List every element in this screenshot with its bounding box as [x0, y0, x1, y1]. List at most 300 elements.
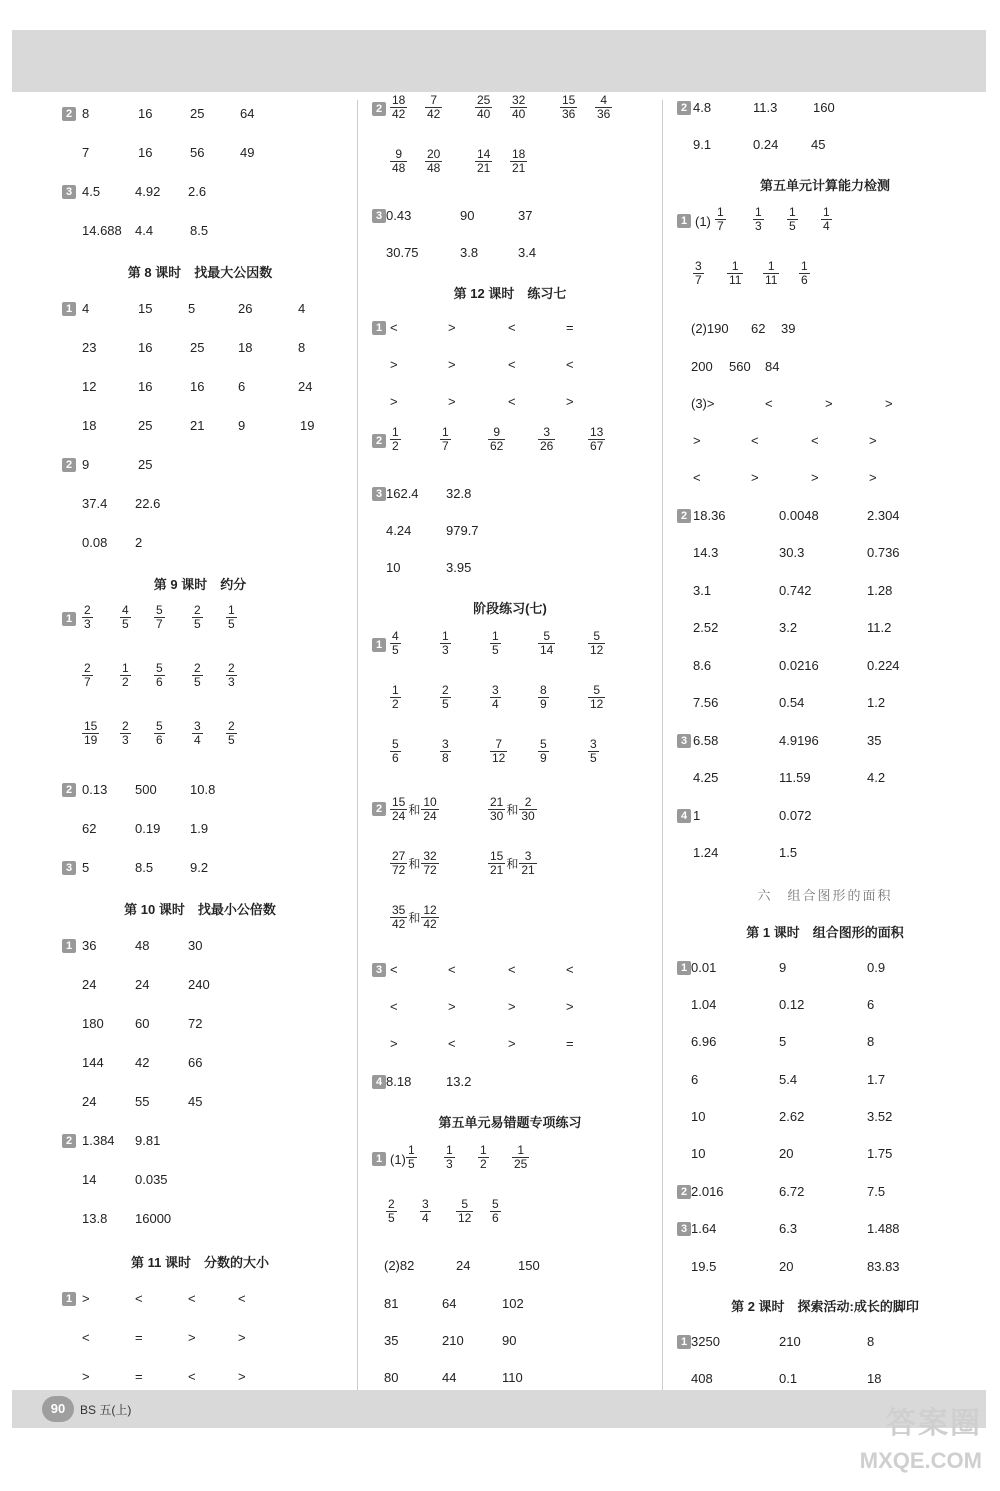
answer-cell: 16: [138, 145, 153, 160]
numerator: 8: [540, 683, 547, 697]
fraction: [490, 684, 501, 711]
answer-row: [50, 1330, 350, 1346]
answer-cell: 3.52: [867, 1109, 893, 1124]
answer-row: [665, 1034, 985, 1050]
fraction: [588, 738, 599, 765]
question-number-badge: 1: [62, 302, 76, 316]
answer-cell: 37: [518, 208, 533, 223]
answer-cell: 72: [188, 1016, 203, 1031]
question-number-badge: 2: [677, 1185, 691, 1199]
answer-cell: 6.96: [691, 1034, 717, 1049]
fraction: [390, 426, 401, 453]
answer-row: [360, 684, 660, 714]
answer-row: [50, 1211, 350, 1227]
answer-cell: 4.5: [82, 184, 101, 199]
denominator: 42: [423, 917, 437, 931]
answer-cell: >: [448, 394, 456, 409]
question-number-badge: 2: [62, 1134, 76, 1148]
answer-row: [665, 433, 985, 449]
answer-row: [665, 770, 985, 786]
fraction: [715, 206, 726, 233]
answer-row: [360, 1370, 660, 1386]
answer-row: [665, 137, 985, 153]
answer-row: [50, 223, 350, 239]
fraction: [444, 1144, 455, 1171]
answer-cell: [154, 604, 165, 631]
denominator: 4: [492, 697, 499, 711]
answer-row: [665, 583, 985, 599]
answer-cell: 0.0048: [779, 508, 819, 523]
answer-cell: 45: [188, 1094, 203, 1109]
answer-cell: 25: [190, 106, 205, 121]
answer-row: [360, 1296, 660, 1312]
fraction: [595, 94, 612, 121]
numerator: 2: [84, 603, 91, 617]
answer-row: [665, 658, 985, 674]
fraction: [510, 94, 527, 121]
sub-question-label: (1): [390, 1152, 406, 1167]
answer-cell: >: [390, 357, 398, 372]
numerator: 7: [495, 737, 503, 751]
answer-cell: 210: [442, 1333, 464, 1348]
fraction: [519, 796, 536, 823]
numerator: 35: [392, 903, 406, 917]
denominator: 3: [755, 219, 762, 233]
answer-row: [50, 1291, 350, 1307]
answer-cell: 20: [779, 1146, 794, 1161]
answer-cell: 56: [190, 145, 205, 160]
answer-cell: 60: [135, 1016, 150, 1031]
fraction: [82, 720, 99, 747]
answer-row: [360, 426, 660, 456]
answer-cell: 0.9: [867, 960, 886, 975]
section-heading: 六 组合图形的面积: [757, 888, 893, 903]
answer-cell: 110: [502, 1370, 523, 1385]
numerator: 2: [228, 719, 235, 733]
numerator: 10: [423, 795, 437, 809]
fraction: [192, 720, 203, 747]
answer-cell: >: [508, 1036, 516, 1051]
answer-cell: 30.3: [779, 545, 805, 560]
answer-cell: [192, 662, 203, 689]
answer-cell: <: [390, 320, 398, 335]
answer-cell: [390, 684, 401, 711]
answer-cell: 0.08: [82, 535, 108, 550]
denominator: 11: [729, 273, 742, 287]
answer-cell: 18: [238, 340, 253, 355]
denominator: 5: [194, 617, 201, 631]
answer-cell: 8: [867, 1034, 875, 1049]
fraction: [538, 426, 555, 453]
answer-cell: 1.64: [691, 1221, 717, 1236]
fraction: [386, 1198, 397, 1225]
footer-band: [12, 1390, 986, 1428]
fraction: [406, 1144, 417, 1171]
answer-cell: 16: [138, 379, 153, 394]
answer-row: [360, 630, 660, 660]
numerator: 1: [767, 259, 775, 273]
denominator: 5: [789, 219, 796, 233]
answer-row: [50, 1133, 350, 1149]
section-heading: 第 1 课时 组合图形的面积: [746, 925, 904, 940]
answer-cell: [488, 848, 537, 877]
numerator: 32: [423, 849, 437, 863]
answer-row: [665, 845, 985, 861]
answer-cell: 9.2: [190, 860, 209, 875]
answer-cell: 210: [779, 1334, 801, 1349]
answer-cell: [390, 148, 407, 175]
denominator: 25: [514, 1157, 528, 1171]
answer-row: [360, 148, 660, 178]
answer-cell: >: [390, 1036, 398, 1051]
numerator: 1: [392, 683, 399, 697]
numerator: 12: [423, 903, 437, 917]
answer-cell: [154, 662, 165, 689]
answer-cell: 0.742: [779, 583, 812, 598]
section-heading: 第 2 课时 探索活动:成长的脚印: [731, 1299, 919, 1314]
answer-cell: 8: [867, 1334, 875, 1349]
fraction: [390, 796, 407, 823]
answer-cell: [386, 1198, 397, 1225]
answer-cell: 3.1: [693, 583, 712, 598]
answer-cell: 4.9196: [779, 733, 819, 748]
fraction: [120, 662, 131, 689]
fraction: [490, 1198, 501, 1225]
answer-cell: 979.7: [446, 523, 479, 538]
answer-cell: 9: [779, 960, 787, 975]
answer-cell: 1.24: [693, 845, 719, 860]
answer-cell: =: [135, 1330, 143, 1345]
answer-cell: [120, 720, 131, 747]
question-number-badge: 2: [372, 434, 386, 448]
answer-cell: [390, 848, 439, 877]
answer-cell: 23: [82, 340, 97, 355]
answer-row: [360, 208, 660, 224]
answer-row: [360, 1333, 660, 1349]
answer-cell: <: [188, 1291, 196, 1306]
answer-cell: 4.92: [135, 184, 161, 199]
numerator: 1: [442, 425, 449, 439]
answer-cell: 2.62: [779, 1109, 805, 1124]
answer-row: [665, 545, 985, 561]
answer-row: [50, 301, 350, 317]
answer-cell: 10: [691, 1146, 706, 1161]
answer-row: [50, 662, 350, 692]
answer-cell: [490, 630, 501, 657]
numerator: 2: [122, 719, 129, 733]
answer-cell: 16: [190, 379, 205, 394]
answer-cell: 9: [238, 418, 246, 433]
denominator: 2: [122, 675, 129, 689]
numerator: 2: [228, 661, 235, 675]
numerator: 1: [480, 1143, 487, 1157]
fraction: [475, 148, 492, 175]
answer-cell: <: [448, 962, 456, 977]
answer-row: [665, 1259, 985, 1275]
answer-cell: 1.28: [867, 583, 893, 598]
numerator: 2: [442, 683, 449, 697]
answer-cell: 7.56: [693, 695, 719, 710]
fraction: [456, 1198, 473, 1225]
fraction: [490, 630, 501, 657]
answer-row: [50, 496, 350, 512]
answer-cell: [406, 1144, 417, 1171]
fraction-pair: [488, 850, 537, 877]
numerator: 1: [717, 205, 724, 219]
answer-cell: 0.01: [691, 960, 717, 975]
answer-row: [50, 457, 350, 473]
answer-cell: 62: [751, 321, 766, 336]
denominator: 42: [427, 107, 441, 121]
denominator: 24: [423, 809, 437, 823]
answer-row: [665, 100, 985, 116]
answer-cell: 13.2: [446, 1074, 472, 1089]
answer-cell: >: [825, 396, 833, 411]
numerator: 5: [156, 719, 163, 733]
answer-cell: [440, 684, 451, 711]
section-heading: 第 11 课时 分数的大小: [131, 1255, 269, 1270]
answer-cell: [425, 94, 442, 121]
answer-cell: 80: [384, 1370, 399, 1385]
answer-cell: <: [751, 433, 759, 448]
answer-row: [50, 145, 350, 161]
answer-cell: [693, 260, 704, 287]
answer-cell: 0.224: [867, 658, 900, 673]
fraction: [421, 850, 438, 877]
denominator: 3: [122, 733, 129, 747]
answer-cell: 37.4: [82, 496, 108, 511]
answer-cell: 11.3: [753, 100, 778, 115]
denominator: 5: [228, 733, 235, 747]
answer-cell: >: [238, 1369, 246, 1384]
numerator: 21: [490, 795, 504, 809]
answer-cell: <: [508, 357, 516, 372]
answer-cell: 15: [138, 301, 153, 316]
answer-cell: 160: [813, 100, 835, 115]
answer-cell: 81: [384, 1296, 399, 1311]
answer-row: [50, 782, 350, 798]
answer-cell: [154, 720, 165, 747]
answer-cell: 25: [190, 340, 205, 355]
fraction: [560, 94, 577, 121]
watermark-url: MXQE.COM: [859, 1448, 982, 1473]
question-number-badge: 3: [677, 1222, 691, 1236]
answer-row: [50, 1055, 350, 1071]
answer-cell: [763, 260, 779, 287]
denominator: 62: [490, 439, 504, 453]
answer-cell: 0.12: [779, 997, 805, 1012]
denominator: 42: [392, 917, 406, 931]
fraction: [154, 720, 165, 747]
fraction: [82, 604, 93, 631]
answer-cell: 3.95: [446, 560, 472, 575]
numerator: 4: [392, 629, 399, 643]
fraction: [192, 662, 203, 689]
answer-cell: 39: [781, 321, 796, 336]
denominator: 67: [590, 439, 604, 453]
answer-cell: 6: [691, 1072, 699, 1087]
watermark-logo: 答案圈: [886, 1407, 982, 1440]
answer-cell: [799, 260, 810, 287]
fraction-pair: [390, 796, 439, 823]
denominator: 7: [156, 617, 163, 631]
answer-cell: (2)82: [384, 1258, 415, 1273]
fraction: [488, 426, 505, 453]
fraction: [192, 604, 203, 631]
answer-cell: >: [566, 999, 574, 1014]
answer-cell: >: [508, 999, 516, 1014]
answer-row: [50, 106, 350, 122]
numerator: 15: [392, 795, 406, 809]
answer-row: [360, 560, 660, 576]
answer-row: [665, 1184, 985, 1200]
answer-cell: [753, 206, 764, 233]
answer-row: [360, 1036, 660, 1052]
answer-cell: 16: [138, 106, 153, 121]
answer-cell: 5: [779, 1034, 787, 1049]
answer-cell: [192, 720, 203, 747]
answer-cell: 24: [135, 977, 150, 992]
denominator: 42: [392, 107, 406, 121]
section-heading: 第 8 课时 找最大公因数: [127, 265, 273, 280]
fraction: [154, 662, 165, 689]
answer-row: [360, 902, 660, 932]
answer-cell: 83.83: [867, 1259, 900, 1274]
fraction: [538, 630, 555, 657]
fraction: [588, 630, 605, 657]
question-number-badge: 1: [677, 961, 691, 975]
denominator: 12: [590, 697, 604, 711]
answer-row: [665, 359, 985, 375]
denominator: 19: [84, 733, 98, 747]
denominator: 30: [521, 809, 535, 823]
numerator: 4: [122, 603, 129, 617]
fraction: [799, 260, 810, 287]
answer-row: [360, 1074, 660, 1090]
fraction: [421, 796, 438, 823]
numerator: 5: [540, 737, 547, 751]
question-number-badge: 1: [677, 214, 691, 228]
answer-cell: 144: [82, 1055, 104, 1070]
answer-cell: 0.0216: [779, 658, 819, 673]
fraction: [120, 720, 131, 747]
answer-cell: 560: [729, 359, 751, 374]
denominator: 6: [492, 1211, 499, 1225]
page-number: 90: [42, 1396, 74, 1422]
fraction: [519, 850, 536, 877]
answer-cell: 2.52: [693, 620, 719, 635]
answer-cell: >: [448, 999, 456, 1014]
answer-cell: 8.18: [386, 1074, 412, 1089]
answer-cell: 30: [188, 938, 203, 953]
answer-cell: 1.75: [867, 1146, 893, 1161]
question-number-badge: 1: [372, 1152, 386, 1166]
question-number-badge: 2: [62, 783, 76, 797]
answer-cell: 18: [82, 418, 97, 433]
answer-cell: [456, 1198, 473, 1225]
numerator: 5: [492, 1197, 499, 1211]
answer-row: [665, 1221, 985, 1237]
answer-cell: [715, 206, 726, 233]
answer-cell: [510, 94, 527, 121]
fraction: [226, 662, 237, 689]
answer-cell: 0.19: [135, 821, 161, 836]
answer-cell: 0.24: [753, 137, 779, 152]
answer-cell: [226, 604, 237, 631]
answer-cell: >: [566, 394, 574, 409]
fraction: [488, 796, 505, 823]
numerator: 3: [543, 425, 551, 439]
answer-cell: 24: [456, 1258, 471, 1273]
denominator: 2: [392, 697, 399, 711]
denominator: 36: [562, 107, 576, 121]
answer-cell: [512, 1144, 529, 1171]
answer-row: [665, 321, 985, 337]
answer-row: [360, 523, 660, 539]
answer-cell: 45: [811, 137, 826, 152]
question-number-badge: 1: [372, 638, 386, 652]
numerator: 15: [490, 849, 504, 863]
answer-cell: 180: [82, 1016, 104, 1031]
answer-cell: 16: [138, 340, 153, 355]
numerator: 5: [543, 629, 551, 643]
denominator: 40: [477, 107, 491, 121]
denominator: 4: [422, 1211, 429, 1225]
answer-cell: 3.2: [779, 620, 798, 635]
answer-cell: 6.58: [693, 733, 719, 748]
question-number-badge: 3: [677, 734, 691, 748]
denominator: 5: [194, 675, 201, 689]
numerator: 9: [493, 425, 501, 439]
answer-row: [360, 94, 660, 124]
answer-cell: 24: [298, 379, 313, 394]
fraction: [440, 684, 451, 711]
answer-cell: 84: [765, 359, 780, 374]
answer-cell: 26: [238, 301, 253, 316]
section-heading: 第五单元易错题专项练习: [438, 1115, 582, 1130]
question-number-badge: 2: [62, 458, 76, 472]
fraction: [488, 850, 505, 877]
numerator: 2: [194, 603, 201, 617]
answer-cell: 30.75: [386, 245, 419, 260]
fraction: [390, 94, 407, 121]
question-number-badge: 3: [372, 209, 386, 223]
answer-cell: [425, 148, 442, 175]
numerator: 13: [590, 425, 604, 439]
fraction: [226, 720, 237, 747]
question-number-badge: 3: [62, 185, 76, 199]
answer-cell: 3250: [691, 1334, 720, 1349]
question-number-badge: 4: [372, 1075, 386, 1089]
answer-cell: <: [508, 320, 516, 335]
answer-cell: [490, 684, 501, 711]
answer-cell: [821, 206, 832, 233]
answer-row: [665, 620, 985, 636]
answer-cell: 49: [240, 145, 255, 160]
answer-cell: <: [188, 1369, 196, 1384]
answer-cell: [490, 1198, 501, 1225]
answer-cell: 9.1: [693, 137, 712, 152]
answer-cell: 32.8: [446, 486, 472, 501]
denominator: 6: [156, 675, 163, 689]
answer-cell: [588, 630, 605, 657]
answer-cell: [82, 720, 99, 747]
answer-cell: <: [811, 433, 819, 448]
answer-cell: 0.43: [386, 208, 412, 223]
answer-cell: 36: [82, 938, 97, 953]
answer-cell: >: [448, 357, 456, 372]
answer-cell: [440, 426, 451, 453]
